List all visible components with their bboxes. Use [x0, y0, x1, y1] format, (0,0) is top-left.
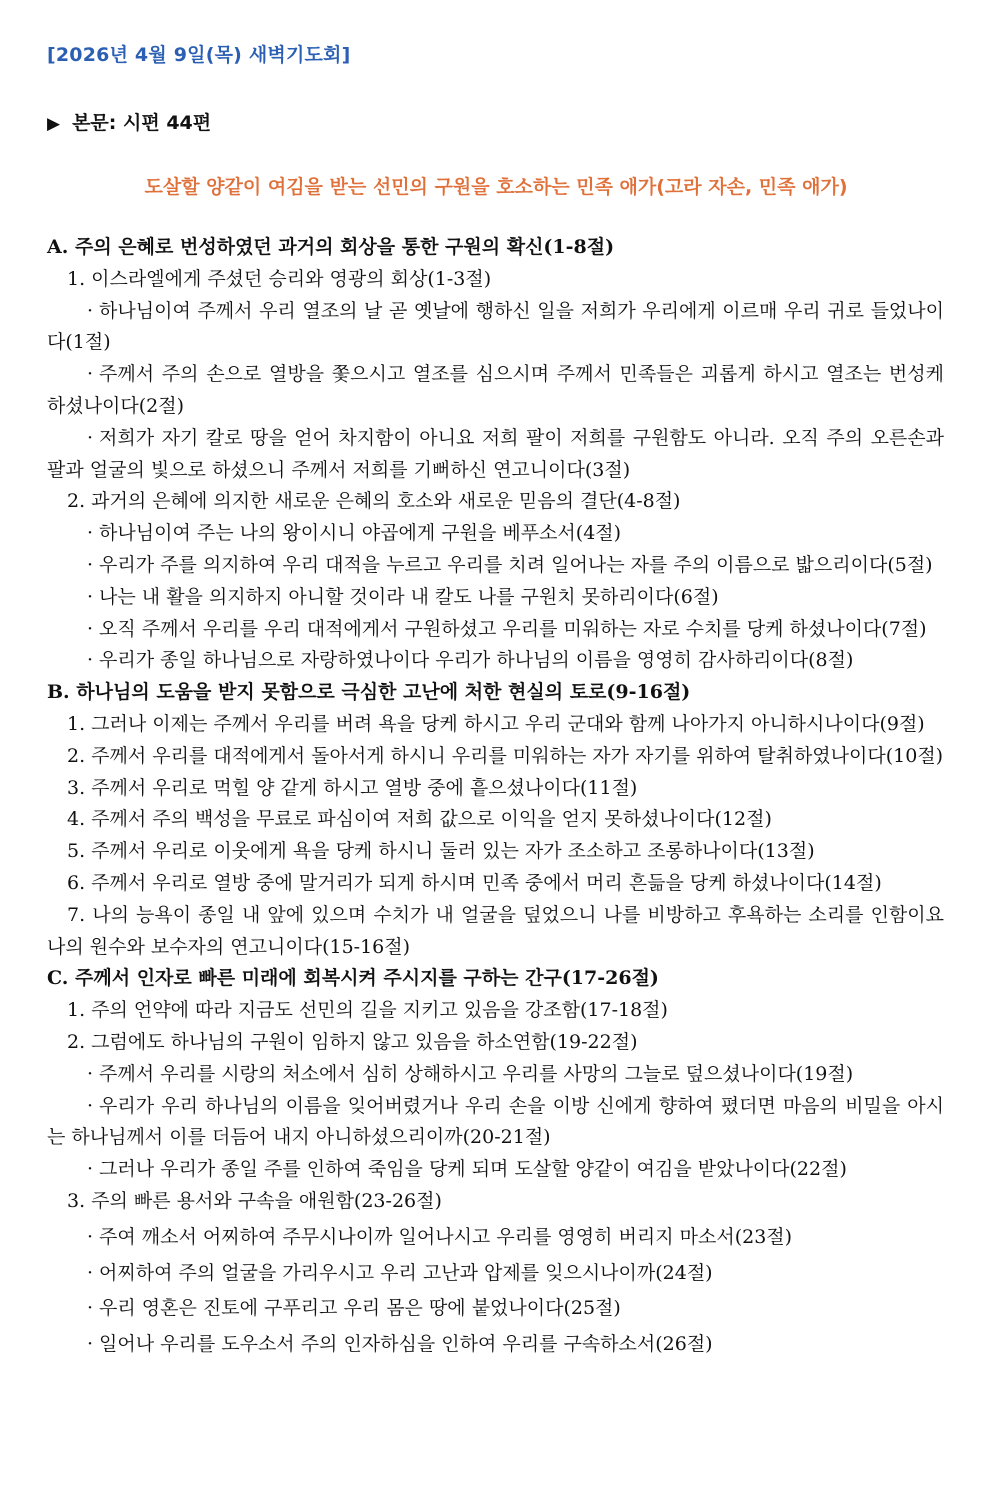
subitem-text: 나는 내 활을 의지하지 아니할 것이라 내 칼도 나를 구원치 못하리이다(6절): [99, 585, 719, 608]
outline-item: 5. 주께서 우리로 이웃에게 욕을 당케 하시니 둘러 있는 자가 조소하고 조롱하나이다(13절): [67, 840, 815, 863]
outline-subitem: [47, 518, 944, 550]
subitem-text: 우리가 종일 하나님으로 자랑하였나이다 우리가 하나님의 이름을 영영히 감사하리이다(8절): [99, 649, 854, 672]
outline-subitem: [47, 1293, 944, 1325]
outline-subitem: [47, 614, 944, 646]
triangle-marker-icon: ▶: [47, 114, 61, 134]
outline-subitem: [47, 1258, 944, 1290]
subitem-text: 우리가 주를 의지하여 우리 대적을 누르고 우리를 치려 일어나는 자를 주의 이름으로 밟으리이다(5절): [99, 553, 933, 576]
section-heading: C. 주께서 인자로 빠른 미래에 회복시켜 주시지를 구하는 간구(17-26절): [47, 967, 659, 990]
bullet-icon: ·: [87, 363, 94, 386]
subitem-text: 그러나 우리가 종일 주를 인하여 죽임을 당케 되며 도살할 양같이 여김을 받았나이다(22절): [99, 1158, 847, 1181]
outline-item: 4. 주께서 주의 백성을 무료로 파심이여 저희 값으로 이익을 얻지 못하셨나이다(12절): [67, 808, 772, 831]
outline-item: 6. 주께서 우리로 열방 중에 말거리가 되게 하시며 민족 중에서 머리 흔듦을 당케 하셨나이다(14절): [67, 871, 882, 894]
bullet-icon: ·: [87, 1094, 94, 1117]
sermon-outline: [47, 232, 944, 1361]
outline-item: 3. 주께서 우리로 먹힐 양 같게 하시고 열방 중에 흩으셨나이다(11절): [67, 776, 638, 799]
bullet-icon: ·: [87, 426, 94, 449]
outline-subitem: [47, 1091, 944, 1155]
outline-subitem: [47, 359, 944, 423]
subitem-text: 어찌하여 주의 얼굴을 가리우시고 우리 고난과 압제를 잊으시나이까(24절): [99, 1261, 713, 1284]
section-heading: B. 하나님의 도움을 받지 못함으로 극심한 고난에 처한 현실의 토로(9-16절): [47, 681, 691, 704]
bullet-icon: ·: [87, 1225, 94, 1248]
subitem-text: 하나님이여 주는 나의 왕이시니 야곱에게 구원을 베푸소서(4절): [99, 522, 622, 545]
outline-item: 7. 나의 능욕이 종일 내 앞에 있으며 수치가 내 얼굴을 덮었으니 나를 비방하고 후욕하는 소리를 인함이요 나의 원수와 보수자의 연고니이다(15-16절): [47, 903, 944, 958]
subitem-text: 하나님이여 주께서 우리 열조의 날 곧 옛날에 행하신 일을 저희가 우리에게 이르매 우리 귀로 들었나이다(1절): [47, 299, 944, 354]
subitem-text: 주께서 주의 손으로 열방을 쫓으시고 열조를 심으시며 주께서 민족들은 괴롭게 하시고 열조는 번성케 하셨나이다(2절): [47, 363, 944, 417]
subitem-text: 일어나 우리를 도우소서 주의 인자하심을 인하여 우리를 구속하소서(26절): [99, 1333, 713, 1356]
bullet-icon: ·: [87, 522, 94, 545]
bullet-icon: ·: [87, 617, 94, 640]
bullet-icon: ·: [87, 649, 94, 672]
subitem-text: 저희가 자기 칼로 땅을 얻어 차지함이 아니요 저희 팔이 저희를 구원함도 아니라. 오직 주의 오른손과 팔과 얼굴의 빛으로 하셨으니 주께서 저희를 기뻐하신 연고니이다(3절): [47, 426, 944, 481]
bullet-icon: ·: [87, 1158, 94, 1181]
outline-item: 1. 그러나 이제는 주께서 우리를 버려 욕을 당케 하시고 우리 군대와 함께 나아가지 아니하시나이다(9절): [67, 712, 925, 735]
section-heading: A. 주의 은혜로 번성하였던 과거의 회상을 통한 구원의 확신(1-8절): [47, 236, 615, 258]
outline-subitem: [47, 423, 944, 487]
bullet-icon: ·: [87, 553, 94, 576]
bullet-icon: ·: [87, 1297, 94, 1320]
outline-item: 1. 주의 언약에 따라 지금도 선민의 길을 지키고 있음을 강조함(17-18절): [67, 999, 668, 1022]
sermon-title: 도살할 양같이 여김을 받는 선민의 구원을 호소하는 민족 애가(고라 자손, 민족 애가): [144, 176, 848, 198]
subitem-text: 우리가 우리 하나님의 이름을 잊어버렸거나 우리 손을 이방 신에게 향하여 폈더면 마음의 비밀을 아시는 하나님께서 이를 더듬어 내지 아니하셨으리이까(20-21절): [47, 1094, 944, 1149]
outline-item: 3. 주의 빠른 용서와 구속을 애원함(23-26절): [67, 1189, 442, 1212]
bullet-icon: ·: [87, 1261, 94, 1284]
scripture-text: 본문: 시편 44편: [72, 112, 212, 134]
subitem-text: 주여 깨소서 어찌하여 주무시나이까 일어나시고 우리를 영영히 버리지 마소서(23절): [99, 1225, 793, 1248]
bullet-icon: ·: [87, 299, 94, 322]
bullet-icon: ·: [87, 585, 94, 608]
outline-item: 2. 과거의 은혜에 의지한 새로운 은혜의 호소와 새로운 믿음의 결단(4-8절): [67, 490, 681, 513]
bullet-icon: ·: [87, 1062, 94, 1085]
outline-item: 1. 이스라엘에게 주셨던 승리와 영광의 회상(1-3절): [67, 267, 492, 290]
subitem-text: 우리 영혼은 진토에 구푸리고 우리 몸은 땅에 붙었나이다(25절): [99, 1297, 621, 1320]
scripture-reference: [47, 108, 211, 135]
outline-item: 2. 주께서 우리를 대적에게서 돌아서게 하시니 우리를 미워하는 자가 자기를 위하여 탈취하였나이다(10절): [67, 744, 944, 767]
outline-subitem: [47, 1059, 944, 1091]
subitem-text: 주께서 우리를 시랑의 처소에서 심히 상해하시고 우리를 사망의 그늘로 덮으셨나이다(19절): [99, 1062, 854, 1085]
outline-subitem: [47, 550, 944, 582]
outline-subitem: [47, 296, 944, 360]
outline-subitem: [47, 645, 944, 677]
outline-subitem: [47, 1154, 944, 1186]
bullet-icon: ·: [87, 1333, 94, 1356]
outline-subitem: [47, 1222, 944, 1254]
outline-item: 2. 그럼에도 하나님의 구원이 임하지 않고 있음을 하소연함(19-22절): [67, 1030, 638, 1053]
service-date-header: [2026년 4월 9일(목) 새벽기도회]: [47, 44, 351, 66]
outline-subitem: [47, 1329, 944, 1361]
outline-subitem: [47, 582, 944, 614]
subitem-text: 오직 주께서 우리를 우리 대적에게서 구원하셨고 우리를 미워하는 자로 수치를 당케 하셨나이다(7절): [99, 617, 927, 640]
